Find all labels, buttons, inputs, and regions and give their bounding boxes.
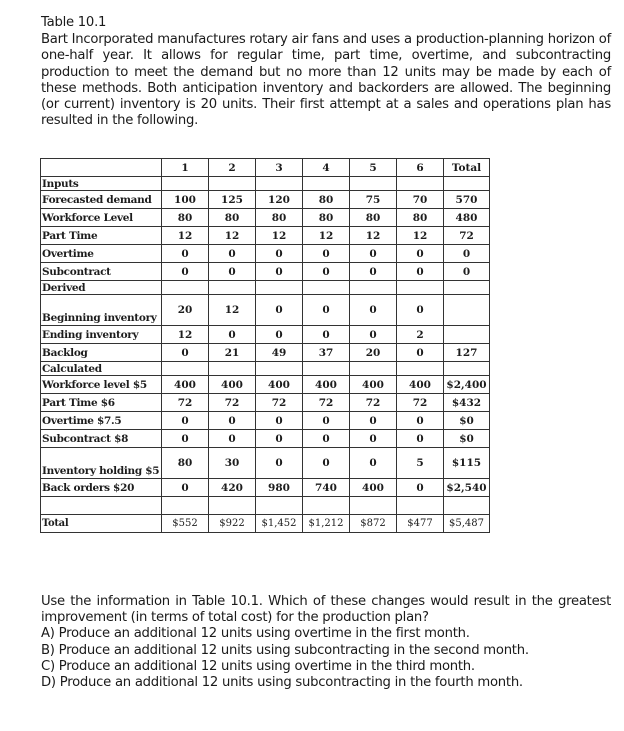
cell: 72 <box>256 394 303 412</box>
cell: 12 <box>256 227 303 245</box>
cell: 2 <box>397 326 444 344</box>
cell: 0 <box>303 263 350 281</box>
row-label: Part Time <box>41 227 162 245</box>
row-label: Forecasted demand <box>41 191 162 209</box>
cell: 0 <box>256 412 303 430</box>
row-label: Overtime <box>41 245 162 263</box>
cell: 0 <box>162 412 209 430</box>
intro-text <box>41 15 611 129</box>
cell: $477 <box>397 515 444 533</box>
table-row <box>41 227 490 245</box>
cell: 72 <box>444 227 490 245</box>
cell: 80 <box>350 209 397 227</box>
table-title: Table 10.1 <box>41 15 107 30</box>
header-cell: 3 <box>256 159 303 177</box>
answer-option-c: C) Produce an additional 12 units using overtime in the third month. <box>41 658 475 674</box>
cell: 12 <box>209 295 256 326</box>
answer-option-b: B) Produce an additional 12 units using subcontracting in the second month. <box>41 642 529 658</box>
cell: 0 <box>350 263 397 281</box>
cell: 0 <box>209 245 256 263</box>
table-row <box>41 326 490 344</box>
row-label: Overtime $7.5 <box>41 412 162 430</box>
row-label: Back orders $20 <box>41 479 162 497</box>
cell: 0 <box>397 479 444 497</box>
cell: 12 <box>162 227 209 245</box>
section-row-calculated <box>41 362 490 376</box>
table-row <box>41 479 490 497</box>
cell: 0 <box>209 263 256 281</box>
cell: $872 <box>350 515 397 533</box>
cell: 0 <box>397 430 444 448</box>
cell: 0 <box>397 412 444 430</box>
cell: 70 <box>397 191 444 209</box>
table-row <box>41 263 490 281</box>
header-cell: 4 <box>303 159 350 177</box>
cell: 0 <box>162 245 209 263</box>
cell: 0 <box>256 448 303 479</box>
cell: 80 <box>256 209 303 227</box>
cell: 0 <box>162 430 209 448</box>
cell: 0 <box>350 326 397 344</box>
cell: $922 <box>209 515 256 533</box>
cell: 400 <box>303 376 350 394</box>
cell: 127 <box>444 344 490 362</box>
row-label: Backlog <box>41 344 162 362</box>
cell: 0 <box>444 245 490 263</box>
row-label: Part Time $6 <box>41 394 162 412</box>
cell: 0 <box>303 295 350 326</box>
cell: $0 <box>444 412 490 430</box>
cell: 0 <box>209 412 256 430</box>
cell: 0 <box>303 326 350 344</box>
cell: 80 <box>303 209 350 227</box>
section-title: Derived <box>41 281 162 295</box>
cell: 5 <box>397 448 444 479</box>
cell: 37 <box>303 344 350 362</box>
cell: 0 <box>350 295 397 326</box>
cell: 72 <box>162 394 209 412</box>
table-row <box>41 448 490 479</box>
section-row-derived <box>41 281 490 295</box>
sales-operations-plan-table <box>40 158 490 533</box>
problem-description: Bart Incorporated manufactures rotary air fans and uses a production-planning horizon of one-half year. It allows for regular time, part time, overtime, and subcontracting production to meet the demand but no more than 12 units may be made by each of these methods. Both anticipation inventory and backorders are allowed. The beginning (or current) inventory is 20 units. Their first attempt at a sales and operations plan has resulted in the following. <box>41 32 611 129</box>
cell: $5,487 <box>444 515 490 533</box>
section-title: Inputs <box>41 177 162 191</box>
table-row <box>41 245 490 263</box>
cell: 0 <box>256 245 303 263</box>
cell: 72 <box>350 394 397 412</box>
row-label: Ending inventory <box>41 326 162 344</box>
cell: 80 <box>303 191 350 209</box>
row-label: Subcontract <box>41 263 162 281</box>
cell: 21 <box>209 344 256 362</box>
cell: 0 <box>397 344 444 362</box>
question-block <box>41 594 611 691</box>
cell: 0 <box>256 295 303 326</box>
cell: 0 <box>397 295 444 326</box>
cell: 570 <box>444 191 490 209</box>
cell <box>444 326 490 344</box>
cell: 100 <box>162 191 209 209</box>
cell: 72 <box>209 394 256 412</box>
cell: 400 <box>397 376 444 394</box>
row-label: Workforce level $5 <box>41 376 162 394</box>
cell: 0 <box>303 412 350 430</box>
cell: 400 <box>256 376 303 394</box>
cell: 0 <box>209 326 256 344</box>
cell: 0 <box>350 412 397 430</box>
cell: 75 <box>350 191 397 209</box>
cell: 0 <box>350 448 397 479</box>
row-label: Total <box>41 515 162 533</box>
cell: 12 <box>209 227 256 245</box>
cell: 20 <box>162 295 209 326</box>
cell: 0 <box>303 430 350 448</box>
answer-option-a: A) Produce an additional 12 units using overtime in the first month. <box>41 626 470 642</box>
cell: 0 <box>162 479 209 497</box>
header-cell: 1 <box>162 159 209 177</box>
cell: 0 <box>303 245 350 263</box>
header-cell: 5 <box>350 159 397 177</box>
header-cell <box>41 159 162 177</box>
cell: 0 <box>256 326 303 344</box>
table-row <box>41 191 490 209</box>
table-row <box>41 209 490 227</box>
table-row <box>41 394 490 412</box>
cell: $2,400 <box>444 376 490 394</box>
cell: 12 <box>350 227 397 245</box>
cell: 80 <box>209 209 256 227</box>
cell: $552 <box>162 515 209 533</box>
cell: 120 <box>256 191 303 209</box>
cell: 80 <box>397 209 444 227</box>
cell: 30 <box>209 448 256 479</box>
cell <box>444 295 490 326</box>
row-label: Workforce Level <box>41 209 162 227</box>
cell: 400 <box>209 376 256 394</box>
table-header-row <box>41 159 490 177</box>
cell: 0 <box>256 263 303 281</box>
section-title: Calculated <box>41 362 162 376</box>
header-cell: 6 <box>397 159 444 177</box>
cell: 80 <box>162 448 209 479</box>
question-text: Use the information in Table 10.1. Which of these changes would result in the greatest improvement (in terms of total cost) for the production plan? <box>41 594 611 626</box>
cell: 740 <box>303 479 350 497</box>
cell: 0 <box>162 263 209 281</box>
total-row <box>41 515 490 533</box>
table-row <box>41 430 490 448</box>
row-label: Inventory holding $5 <box>41 448 162 479</box>
cell: 400 <box>162 376 209 394</box>
cell: 480 <box>444 209 490 227</box>
cell: 0 <box>350 245 397 263</box>
header-cell: Total <box>444 159 490 177</box>
cell: 0 <box>256 430 303 448</box>
spacer-row <box>41 497 490 515</box>
cell: 49 <box>256 344 303 362</box>
cell: $2,540 <box>444 479 490 497</box>
row-label: Beginning inventory <box>41 295 162 326</box>
cell: 12 <box>162 326 209 344</box>
cell: $1,452 <box>256 515 303 533</box>
cell: 0 <box>350 430 397 448</box>
header-cell: 2 <box>209 159 256 177</box>
table-row <box>41 376 490 394</box>
table-row <box>41 412 490 430</box>
cell: 420 <box>209 479 256 497</box>
cell: 72 <box>397 394 444 412</box>
cell: 0 <box>162 344 209 362</box>
cell: $115 <box>444 448 490 479</box>
cell: 980 <box>256 479 303 497</box>
answer-option-d: D) Produce an additional 12 units using subcontracting in the fourth month. <box>41 675 523 691</box>
cell: 0 <box>444 263 490 281</box>
cell: 0 <box>397 245 444 263</box>
cell: 80 <box>162 209 209 227</box>
cell: 12 <box>303 227 350 245</box>
cell: 72 <box>303 394 350 412</box>
cell: 0 <box>303 448 350 479</box>
table-row <box>41 295 490 326</box>
cell: 12 <box>397 227 444 245</box>
row-label: Subcontract $8 <box>41 430 162 448</box>
cell: 0 <box>209 430 256 448</box>
cell: 125 <box>209 191 256 209</box>
cell: 0 <box>397 263 444 281</box>
cell: 20 <box>350 344 397 362</box>
cell: 400 <box>350 376 397 394</box>
cell: $0 <box>444 430 490 448</box>
cell: $1,212 <box>303 515 350 533</box>
cell: $432 <box>444 394 490 412</box>
section-row-inputs <box>41 177 490 191</box>
cell: 400 <box>350 479 397 497</box>
table-row <box>41 344 490 362</box>
